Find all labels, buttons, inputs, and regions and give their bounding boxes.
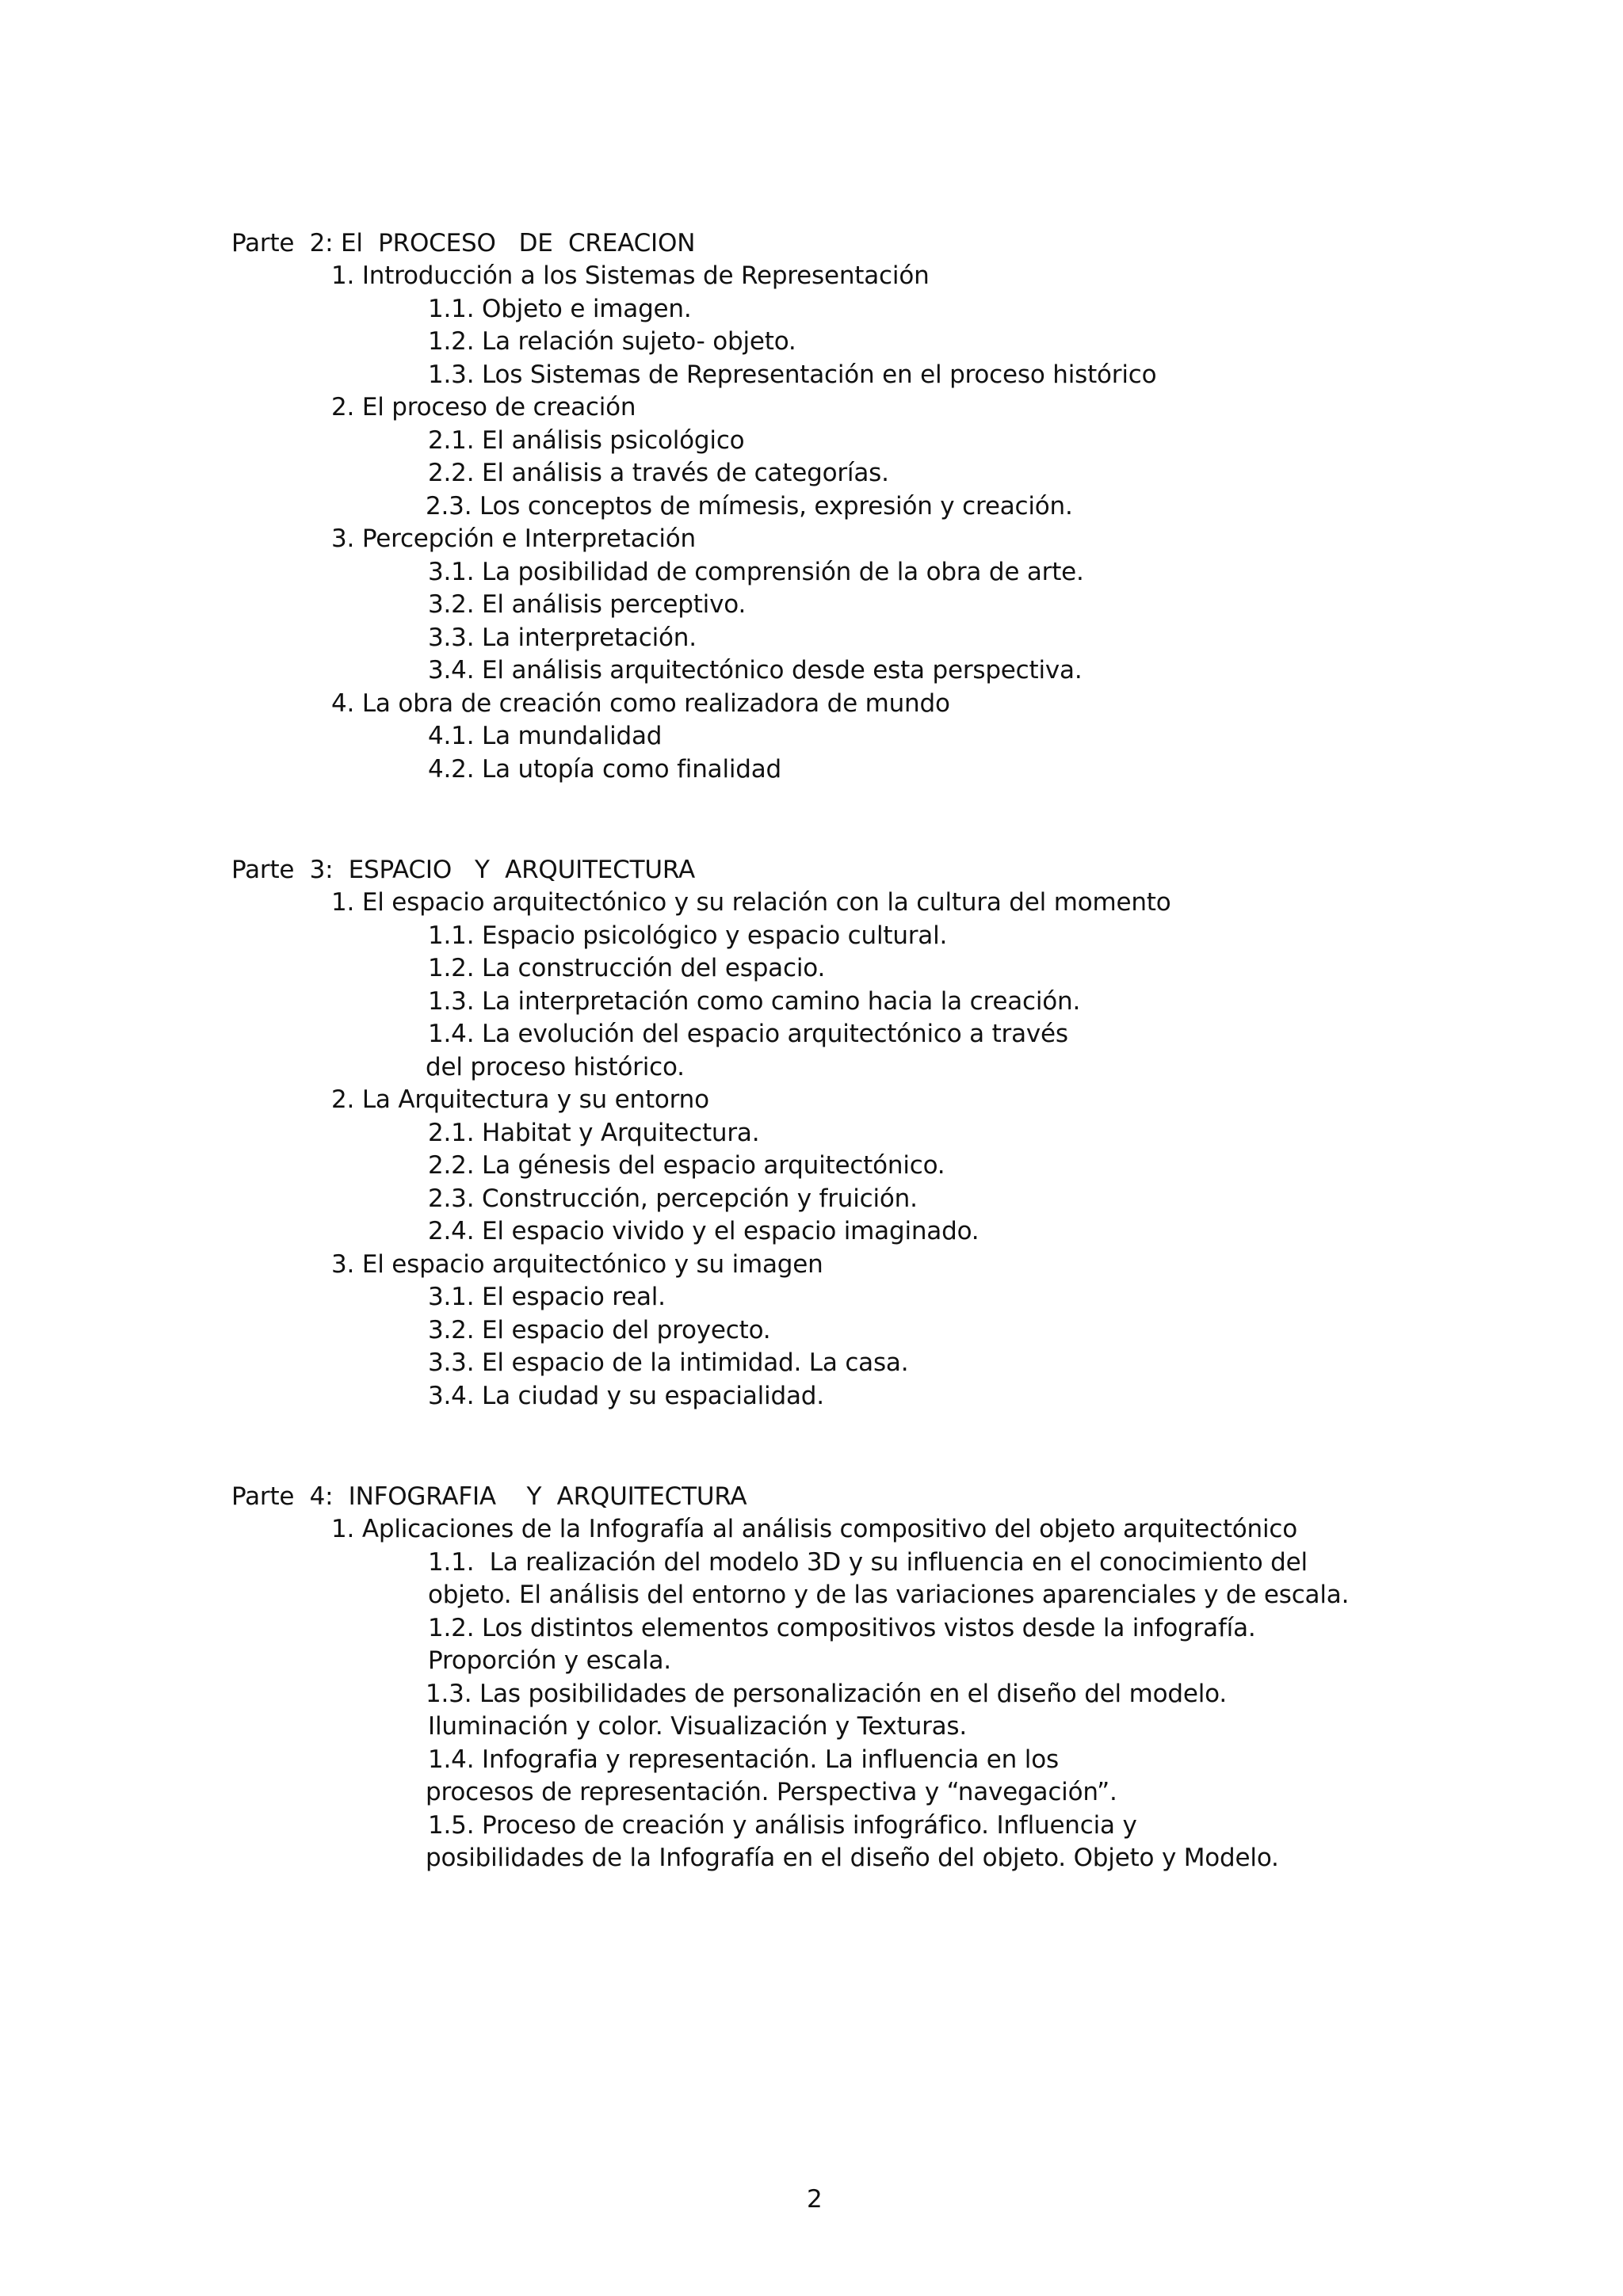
outline-item: 1.4. Infografia y representación. La influencia en los	[428, 1745, 1059, 1774]
part-3-heading: Parte 3: ESPACIO Y ARQUITECTURA	[231, 856, 695, 884]
outline-item: 1. Aplicaciones de la Infografía al análisis compositivo del objeto arquitectónico	[331, 1515, 1298, 1543]
outline-item: 4. La obra de creación como realizadora de mundo	[331, 689, 950, 718]
outline-item: 3.4. El análisis arquitectónico desde esta perspectiva.	[428, 656, 1083, 685]
outline-item: 4.2. La utopía como finalidad	[428, 755, 782, 784]
outline-item: 2.3. Construcción, percepción y fruición.	[428, 1184, 918, 1213]
outline-item: 1.1. La realización del modelo 3D y su influencia en el conocimiento del	[428, 1548, 1308, 1577]
outline-item: 1.3. Los Sistemas de Representación en el proceso histórico	[428, 360, 1157, 389]
outline-item: 3.2. El análisis perceptivo.	[428, 590, 747, 619]
outline-item: procesos de representación. Perspectiva y “navegación”.	[426, 1778, 1117, 1806]
outline-item: 2.1. Habitat y Arquitectura.	[428, 1119, 760, 1147]
outline-item: 2.2. La génesis del espacio arquitectónico.	[428, 1151, 945, 1180]
outline-item: 2. La Arquitectura y su entorno	[331, 1085, 709, 1114]
outline-item: 2.3. Los conceptos de mímesis, expresión y creación.	[426, 492, 1073, 521]
outline-item: 1.5. Proceso de creación y análisis infográfico. Influencia y	[428, 1811, 1137, 1840]
outline-item: objeto. El análisis del entorno y de las variaciones aparenciales y de escala.	[428, 1581, 1350, 1609]
part-4-heading: Parte 4: INFOGRAFIA Y ARQUITECTURA	[231, 1482, 747, 1511]
outline-item: 3.3. El espacio de la intimidad. La casa.	[428, 1348, 909, 1377]
outline-item: 3.1. La posibilidad de comprensión de la obra de arte.	[428, 558, 1084, 586]
outline-item: 1. El espacio arquitectónico y su relación con la cultura del momento	[331, 888, 1171, 917]
outline-item: 1.1. Objeto e imagen.	[428, 295, 692, 323]
outline-item: 1.2. La construcción del espacio.	[428, 954, 826, 982]
outline-item: 3.2. El espacio del proyecto.	[428, 1316, 771, 1344]
outline-item: 1.2. Los distintos elementos compositivos vistos desde la infografía.	[428, 1614, 1256, 1642]
outline-item: 3.3. La interpretación.	[428, 624, 697, 652]
outline-item: 3. Percepción e Interpretación	[331, 524, 696, 553]
outline-item: 2.1. El análisis psicológico	[428, 426, 745, 455]
outline-item: 2.4. El espacio vivido y el espacio imaginado.	[428, 1217, 980, 1245]
outline-item: 3.1. El espacio real.	[428, 1283, 666, 1311]
outline-item: 1.3. La interpretación como camino hacia la creación.	[428, 987, 1081, 1016]
outline-item: 1.3. Las posibilidades de personalización en el diseño del modelo.	[426, 1680, 1228, 1708]
outline-item: 3. El espacio arquitectónico y su imagen	[331, 1250, 823, 1279]
outline-item: 1.1. Espacio psicológico y espacio cultural.	[428, 921, 948, 950]
outline-item: Proporción y escala.	[428, 1646, 671, 1675]
page-number: 2	[807, 2185, 823, 2214]
outline-item: 2. El proceso de creación	[331, 393, 636, 421]
outline-item: del proceso histórico.	[426, 1053, 685, 1081]
outline-item: Iluminación y color. Visualización y Texturas.	[428, 1712, 968, 1741]
outline-item: 1.2. La relación sujeto- objeto.	[428, 327, 796, 356]
outline-item: 2.2. El análisis a través de categorías.	[428, 459, 889, 487]
outline-item: 1. Introducción a los Sistemas de Representación	[331, 261, 930, 290]
outline-item: posibilidades de la Infografía en el diseño del objeto. Objeto y Modelo.	[426, 1844, 1279, 1872]
outline-item: 3.4. La ciudad y su espacialidad.	[428, 1382, 824, 1410]
outline-item: 4.1. La mundalidad	[428, 722, 663, 750]
outline-item: 1.4. La evolución del espacio arquitectónico a través	[428, 1020, 1068, 1048]
part-2-heading: Parte 2: El PROCESO DE CREACION	[231, 229, 696, 257]
